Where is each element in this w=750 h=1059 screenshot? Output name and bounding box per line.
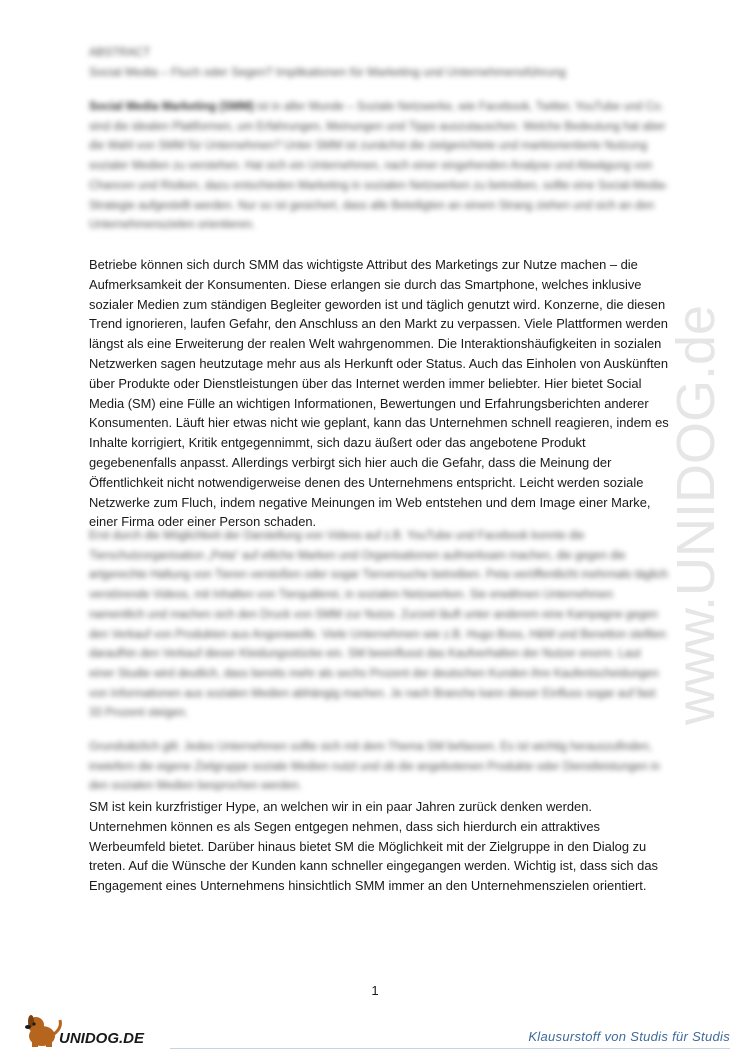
page-number: 1 <box>371 983 379 998</box>
body-paragraph-1: Betriebe können sich durch SMM das wichtigste Attribut des Marketings zur Nutze machen – die Aufmerksamkeit der Konsumenten. Diese erlangen sie durch das Smartphone, welches inklusive sozialer Medien zum ständigen Begleiter geworden ist und täglich genutzt wird. Konzerne, die diesen Trend ignorieren, laufen Gefahr, den Anschluss an den Markt zu verpassen. Viele Plattformen werden längst als eine Erweiterung der realen Welt wahrgenommen. Die Interaktionshäufigkeiten in sozialen Netzwerken sagen heutzutage mehr aus als Herkunft oder Status. Auch das Einholen von Auskünften über Produkte oder Dienstleistungen über das Internet werden immer beliebter. Hier bietet Social Media (SM) eine Fülle an wichtigen Informationen, Bewertungen und Erfahrungsberichten anderer Konsumenten. Läuft hier etwas nicht wie geplant, kann das Unternehmen schnell reagieren, indem es Inhalte korrigiert, Kritik entgegennimmt, sich dazu äußert oder das angebotene Produkt gegebenenfalls anpasst. Allerdings verbirgt sich hier auch die Gefahr, dass die Meinung der Öffentlichkeit nicht notwendigerweise denen des Unternehmens entspricht. Leicht werden soziale Netzwerke zum Fluch, indem negative Meinungen im Web entstehen und dem Image einer Marke, einer Firma oder einer Person schaden. <box>89 257 669 530</box>
watermark <box>652 255 742 735</box>
footer-tagline: Klausurstoff von Studis für Studis <box>528 1029 730 1044</box>
blurred-intro-lead: Social Media Marketing (SMM) <box>89 101 254 113</box>
blurred-intro-text: ist in aller Munde – Soziale Netzwerke, wie Facebook, Twitter, YouTube und Co. sind die idealen Plattformen, um Erfahrungen, Meinungen und Tipps auszutauschen. Welche Bedeutung hat aber die Wahl von SMM für Unternehmen? Unter SMM ist zunächst die zielgerichtete und marktorientierte Nutzung sozialer Medien zu verstehen. Hat sich ein Unternehmen, nach einer eingehenden Analyse und Abwägung von Chancen und Risiken, dazu entschieden Marketing in sozialen Netzwerken zu betreiben, sollte eine Social-Media-Strategie aufgestellt werden. Nur so ist gesichert, dass alle Beteiligten an einem Strang ziehen und sich an den Unternehmenszielen orientieren. <box>89 101 669 232</box>
blurred-intro-paragraph <box>89 98 669 236</box>
abstract-title: Social Media – Fluch oder Segen? Implikationen für Marketing und Unternehmensführung <box>89 65 566 79</box>
watermark-text: www.UNIDOG.de <box>666 304 726 725</box>
abstract-header <box>89 44 689 82</box>
blurred-paragraph-3: Grundsätzlich gilt: Jedes Unternehmen sollte sich mit dem Thema SM befassen. Es ist wichtig herauszufinden, inwiefern die eigene Zielgruppe soziale Medien nutzt und ob die angebotenen Produkte oder Dienstleistungen in den sozialen Medien besprochen werden. <box>89 741 660 793</box>
blurred-paragraph-2: Erst durch die Möglichkeit der Darstellung von Videos auf z.B. YouTube und Facebook konnte die Tierschutzorganisation „Peta“ auf etliche Marken und Organisationen aufmerksam machen, die gegen die artgerechte Haltung von Tieren verstoßen oder sogar Tierversuche betreiben. Peta veröffentlicht mehrmals täglich verstörende Videos, mit Inhalten von Tierquälerei, in sozialen Netzwerken. Sie erwähnen Unternehmen namentlich und machen sich den Druck von SMM zur Nutze. Zurzeit läuft unter anderem eine Kampagne gegen den Verkauf von Produkten aus Angorawolle. Viele Unternehmen wie z.B. Hugo Boss, H&M und Benetton stellten daraufhin den Verkauf dieser Kleidungsstücke ein. SM beeinflusst das Kaufverhalten der Nutzer enorm. Laut einer Studie wird deutlich, dass bereits mehr als sechs Prozent der deutschen Kunden ihre Kaufentscheidungen von Informationen aus sozialen Medien abhängig machen. Je nach Branche kann dieser Einfluss sogar auf fast 33 Prozent steigen. <box>89 530 668 720</box>
body-paragraph-2: SM ist kein kurzfristiger Hype, an welchen wir in ein paar Jahren zurück denken werden. Unternehmen können es als Segen entgegen nehmen, dass sich hierdurch ein attraktives Werbeumfeld bietet. Darüber hinaus bietet SM die Möglichkeit mit der Zielgruppe in den Dialog zu treten. Auf die Wünsche der Kunden kann schneller eingegangen werden. Wichtig ist, dass sich das Engagement eines Unternehmens hinsichtlich SMM immer an den Unternehmenszielen orientiert. <box>89 799 658 894</box>
abstract-label: ABSTRACT <box>89 47 151 59</box>
footer-divider <box>170 1048 730 1049</box>
logo-text: UNIDOG.DE <box>59 1030 145 1047</box>
unidog-logo <box>22 1012 162 1050</box>
dog-mascot-icon <box>25 1015 60 1047</box>
